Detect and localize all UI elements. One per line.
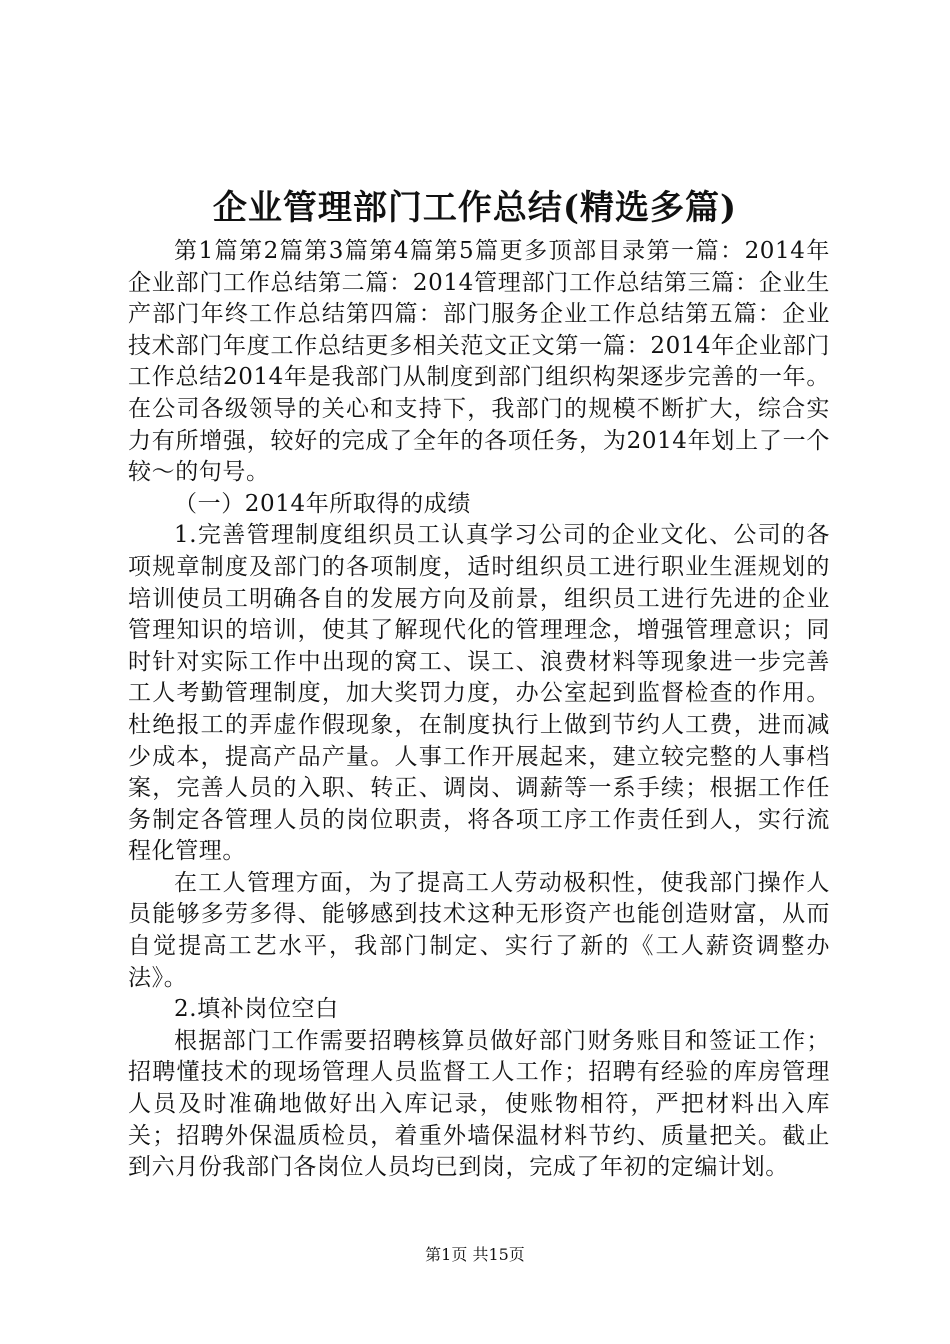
paragraph-management-system: 1.完善管理制度组织员工认真学习公司的企业文化、公司的各项规章制度及部门的各项制度，适时组织员工进行职业生涯规划的培训使员工明确各自的发展方向及前景，组织员工进行先进的企业管理知识的培训，使其了解现代化的管理理念，增强管理意识；同时针对实际工作中出现的窝工、误工、浪费材料等现象进一步完善工人考勤管理制度，加大奖罚力度，办公室起到监督检查的作用。杜绝报工的弄虚作假现象，在制度执行上做到节约人工费，进而减少成本，提高产品产量。人事工作开展起来，建立较完整的人事档案，完善人员的入职、转正、调岗、调薪等一系手续；根据工作任务制定各管理人员的岗位职责，将各项工序工作责任到人，实行流程化管理。: [128, 522, 830, 865]
paragraph-worker-management: 在工人管理方面，为了提高工人劳动极积性，使我部门操作人员能够多劳多得、能够感到技术这种无形资产也能创造财富，从而自觉提高工艺水平，我部门制定、实行了新的《工人薪资调整办法》。: [128, 869, 830, 991]
page-number-footer: 第1页 共15页: [425, 1245, 525, 1264]
document-title: 企业管理部门工作总结(精选多篇): [212, 188, 738, 228]
document-body: [128, 236, 830, 1184]
intro-paragraph: 第1篇第2篇第3篇第4篇第5篇更多顶部目录第一篇：2014年企业部门工作总结第二篇：2014管理部门工作总结第三篇：企业生产部门年终工作总结第四篇：部门服务企业工作总结第五篇：企业技术部门年度工作总结更多相关范文正文第一篇：2014年企业部门工作总结2014年是我部门从制度到部门组织构架逐步完善的一年。在公司各级领导的关心和支持下，我部门的规模不断扩大，综合实力有所增强，较好的完成了全年的各项任务，为2014年划上了一个较～的句号。: [128, 238, 830, 486]
subheading-fill-vacancies: 2.填补岗位空白: [174, 996, 339, 1023]
section-heading-achievements: （一）2014年所取得的成绩: [174, 490, 471, 517]
paragraph-recruitment: 根据部门工作需要招聘核算员做好部门财务账目和签证工作；招聘懂技术的现场管理人员监督工人工作；招聘有经验的库房管理人员及时准确地做好出入库记录，使账物相符，严把材料出入库关；招聘外保温质检员，着重外墙保温材料节约、质量把关。截止到六月份我部门各岗位人员均已到岗，完成了年初的定编计划。: [128, 1027, 830, 1181]
